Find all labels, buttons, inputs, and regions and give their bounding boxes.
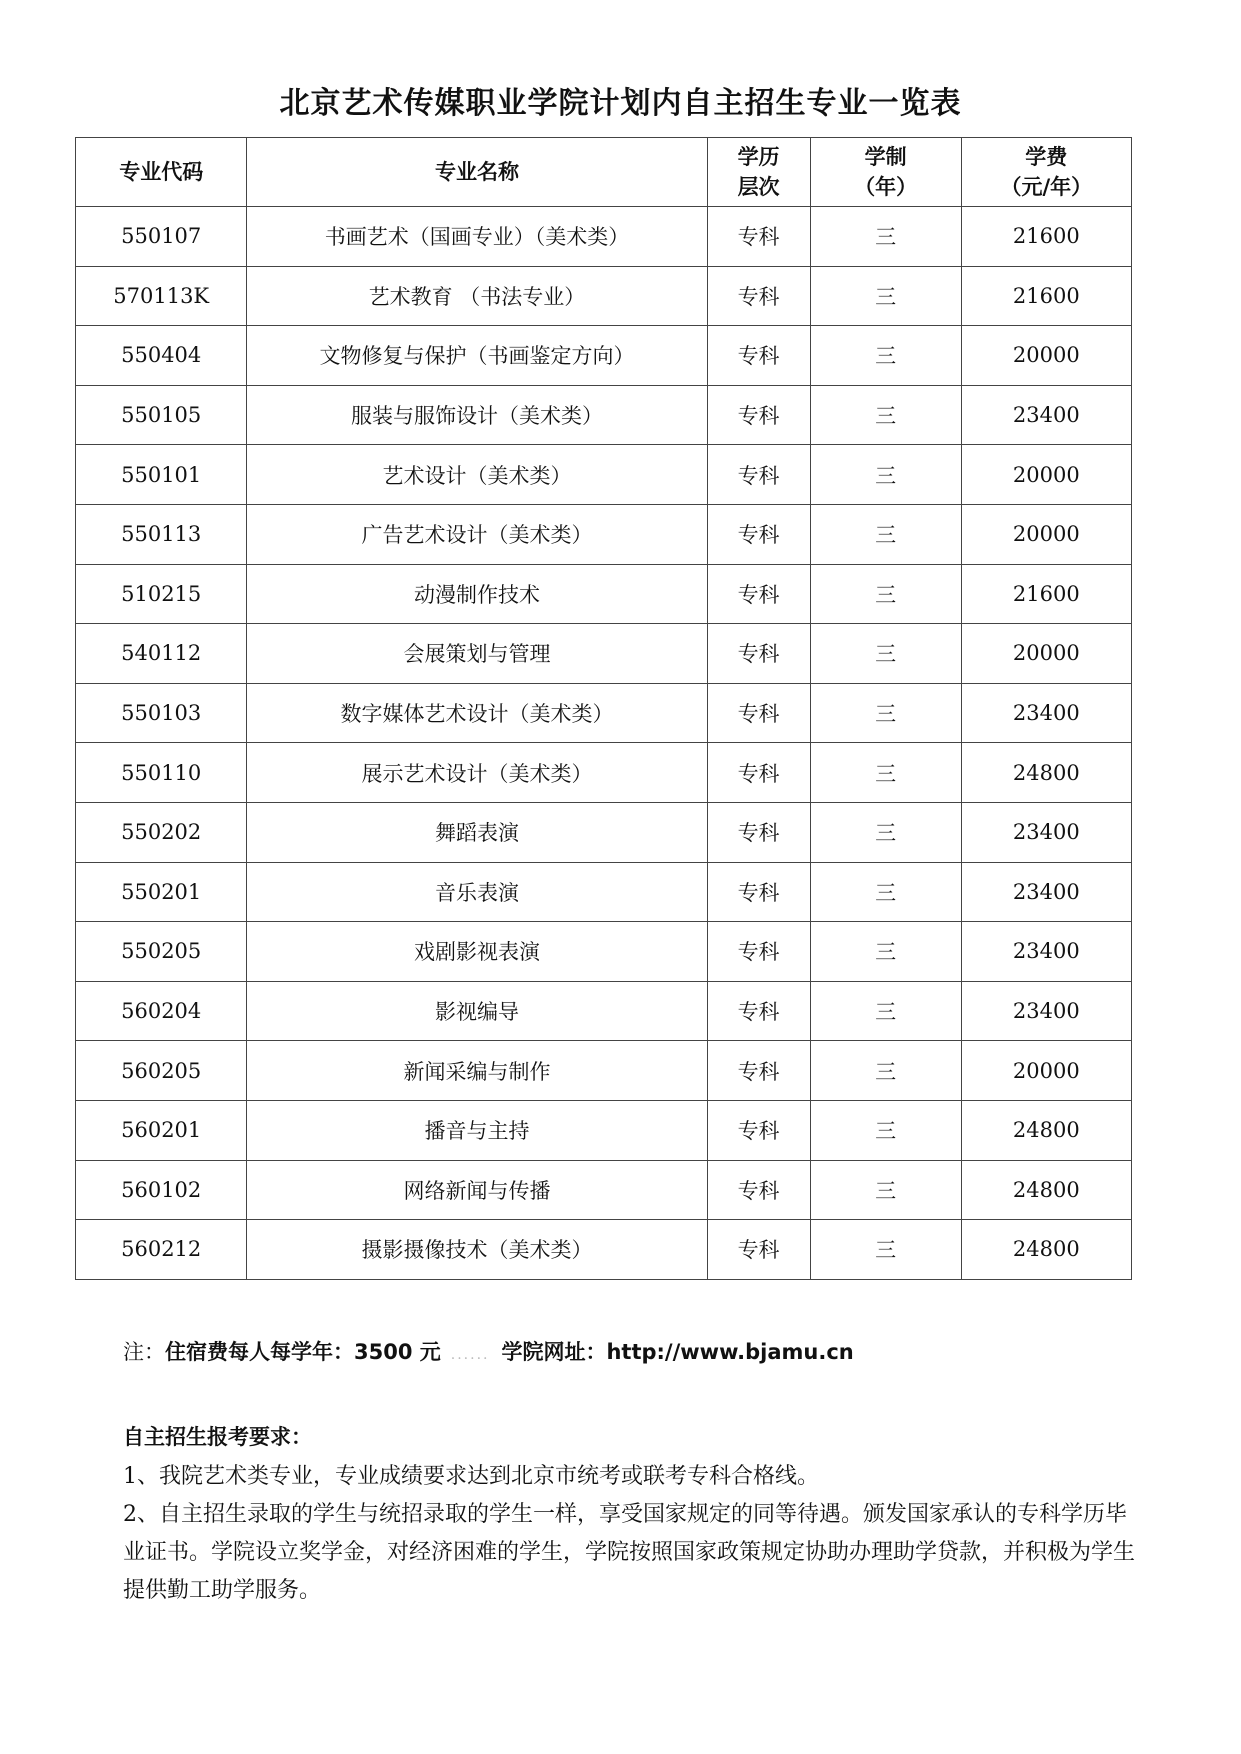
cell-name: 会展策划与管理 <box>247 624 707 684</box>
cell-name: 音乐表演 <box>247 862 707 922</box>
cell-fee: 20000 <box>961 326 1131 386</box>
cell-level: 专科 <box>707 504 810 564</box>
cell-level: 专科 <box>707 862 810 922</box>
cell-fee: 21600 <box>961 564 1131 624</box>
cell-level: 专科 <box>707 743 810 803</box>
cell-years: 三 <box>810 802 961 862</box>
table-header-row <box>76 138 1132 207</box>
cell-name: 影视编导 <box>247 981 707 1041</box>
header-level: 学历 层次 <box>707 138 810 207</box>
cell-code: 550205 <box>76 922 247 982</box>
cell-fee: 21600 <box>961 266 1131 326</box>
cell-fee: 20000 <box>961 445 1131 505</box>
cell-fee: 23400 <box>961 981 1131 1041</box>
cell-years: 三 <box>810 1100 961 1160</box>
cell-code: 550105 <box>76 385 247 445</box>
cell-years: 三 <box>810 624 961 684</box>
cell-level: 专科 <box>707 1041 810 1101</box>
cell-level: 专科 <box>707 445 810 505</box>
cell-code: 550103 <box>76 683 247 743</box>
table-row <box>76 445 1132 505</box>
header-fee: 学费 （元/年） <box>961 138 1131 207</box>
cell-code: 560205 <box>76 1041 247 1101</box>
table-row <box>76 743 1132 803</box>
cell-name: 播音与主持 <box>247 1100 707 1160</box>
majors-table <box>75 137 1132 1280</box>
cell-years: 三 <box>810 207 961 267</box>
cell-code: 550201 <box>76 862 247 922</box>
cell-code: 550110 <box>76 743 247 803</box>
cell-fee: 24800 <box>961 1220 1131 1280</box>
header-code: 专业代码 <box>76 138 247 207</box>
cell-years: 三 <box>810 504 961 564</box>
cell-fee: 23400 <box>961 802 1131 862</box>
table-row <box>76 1220 1132 1280</box>
cell-years: 三 <box>810 266 961 326</box>
cell-years: 三 <box>810 1160 961 1220</box>
cell-level: 专科 <box>707 802 810 862</box>
cell-code: 560212 <box>76 1220 247 1280</box>
cell-years: 三 <box>810 862 961 922</box>
header-name: 专业名称 <box>247 138 707 207</box>
fee-note <box>123 1336 854 1366</box>
cell-name: 书画艺术（国画专业）（美术类） <box>247 207 707 267</box>
requirement-item-1: 1、我院艺术类专业，专业成绩要求达到北京市统考或联考专科合格线。 <box>123 1464 819 1489</box>
cell-code: 550113 <box>76 504 247 564</box>
cell-years: 三 <box>810 326 961 386</box>
cell-name: 摄影摄像技术（美术类） <box>247 1220 707 1280</box>
cell-name: 动漫制作技术 <box>247 564 707 624</box>
table-row <box>76 504 1132 564</box>
cell-years: 三 <box>810 564 961 624</box>
housing-fee: 住宿费每人每学年：3500 元 <box>165 1340 441 1364</box>
requirements-title: 自主招生报考要求： <box>123 1425 312 1449</box>
cell-level: 专科 <box>707 1100 810 1160</box>
cell-name: 新闻采编与制作 <box>247 1041 707 1101</box>
table-row <box>76 1041 1132 1101</box>
cell-level: 专科 <box>707 981 810 1041</box>
table-body <box>76 207 1132 1280</box>
table-row <box>76 266 1132 326</box>
cell-years: 三 <box>810 922 961 982</box>
cell-name: 服装与服饰设计（美术类） <box>247 385 707 445</box>
cell-name: 艺术教育 （书法专业） <box>247 266 707 326</box>
cell-name: 文物修复与保护（书画鉴定方向） <box>247 326 707 386</box>
cell-fee: 23400 <box>961 385 1131 445</box>
table-row <box>76 683 1132 743</box>
table-row <box>76 981 1132 1041</box>
cell-fee: 20000 <box>961 1041 1131 1101</box>
cell-name: 舞蹈表演 <box>247 802 707 862</box>
table-row <box>76 1100 1132 1160</box>
cell-level: 专科 <box>707 1220 810 1280</box>
cell-level: 专科 <box>707 624 810 684</box>
cell-fee: 24800 <box>961 743 1131 803</box>
cell-level: 专科 <box>707 1160 810 1220</box>
table-row <box>76 922 1132 982</box>
cell-code: 510215 <box>76 564 247 624</box>
table-row <box>76 802 1132 862</box>
cell-fee: 20000 <box>961 504 1131 564</box>
cell-code: 560102 <box>76 1160 247 1220</box>
cell-fee: 21600 <box>961 207 1131 267</box>
cell-code: 550202 <box>76 802 247 862</box>
note-dots: ...... <box>450 1347 490 1363</box>
cell-years: 三 <box>810 743 961 803</box>
cell-years: 三 <box>810 385 961 445</box>
cell-code: 540112 <box>76 624 247 684</box>
cell-level: 专科 <box>707 385 810 445</box>
cell-fee: 23400 <box>961 683 1131 743</box>
cell-name: 数字媒体艺术设计（美术类） <box>247 683 707 743</box>
cell-code: 570113K <box>76 266 247 326</box>
page-title: 北京艺术传媒职业学院计划内自主招生专业一览表 <box>279 86 962 121</box>
cell-fee: 24800 <box>961 1100 1131 1160</box>
header-years: 学制 （年） <box>810 138 961 207</box>
cell-name: 广告艺术设计（美术类） <box>247 504 707 564</box>
cell-years: 三 <box>810 445 961 505</box>
cell-level: 专科 <box>707 922 810 982</box>
table-row <box>76 1160 1132 1220</box>
requirement-item-2: 2、自主招生录取的学生与统招录取的学生一样，享受国家规定的同等待遇。颁发国家承认的专科学历毕业证书。学院设立奖学金，对经济困难的学生，学院按照国家政策规定协助办理助学贷款，并积极为学生提供勤工助学服务。 <box>123 1502 1136 1603</box>
table-row <box>76 207 1132 267</box>
cell-years: 三 <box>810 683 961 743</box>
cell-name: 展示艺术设计（美术类） <box>247 743 707 803</box>
cell-level: 专科 <box>707 326 810 386</box>
table-row <box>76 326 1132 386</box>
cell-fee: 24800 <box>961 1160 1131 1220</box>
cell-code: 550404 <box>76 326 247 386</box>
cell-level: 专科 <box>707 207 810 267</box>
cell-fee: 23400 <box>961 862 1131 922</box>
requirements-body <box>123 1458 1143 1610</box>
cell-code: 560201 <box>76 1100 247 1160</box>
cell-fee: 20000 <box>961 624 1131 684</box>
cell-level: 专科 <box>707 266 810 326</box>
cell-name: 艺术设计（美术类） <box>247 445 707 505</box>
cell-name: 网络新闻与传播 <box>247 1160 707 1220</box>
note-prefix: 注： <box>123 1340 165 1364</box>
table-row <box>76 862 1132 922</box>
website-label: 学院网址： <box>501 1340 607 1364</box>
table-row <box>76 624 1132 684</box>
website-url: http://www.bjamu.cn <box>606 1340 854 1364</box>
cell-years: 三 <box>810 981 961 1041</box>
table-row <box>76 385 1132 445</box>
cell-fee: 23400 <box>961 922 1131 982</box>
cell-code: 550107 <box>76 207 247 267</box>
cell-code: 550101 <box>76 445 247 505</box>
cell-years: 三 <box>810 1041 961 1101</box>
cell-level: 专科 <box>707 564 810 624</box>
cell-years: 三 <box>810 1220 961 1280</box>
table-row <box>76 564 1132 624</box>
cell-name: 戏剧影视表演 <box>247 922 707 982</box>
cell-level: 专科 <box>707 683 810 743</box>
cell-code: 560204 <box>76 981 247 1041</box>
